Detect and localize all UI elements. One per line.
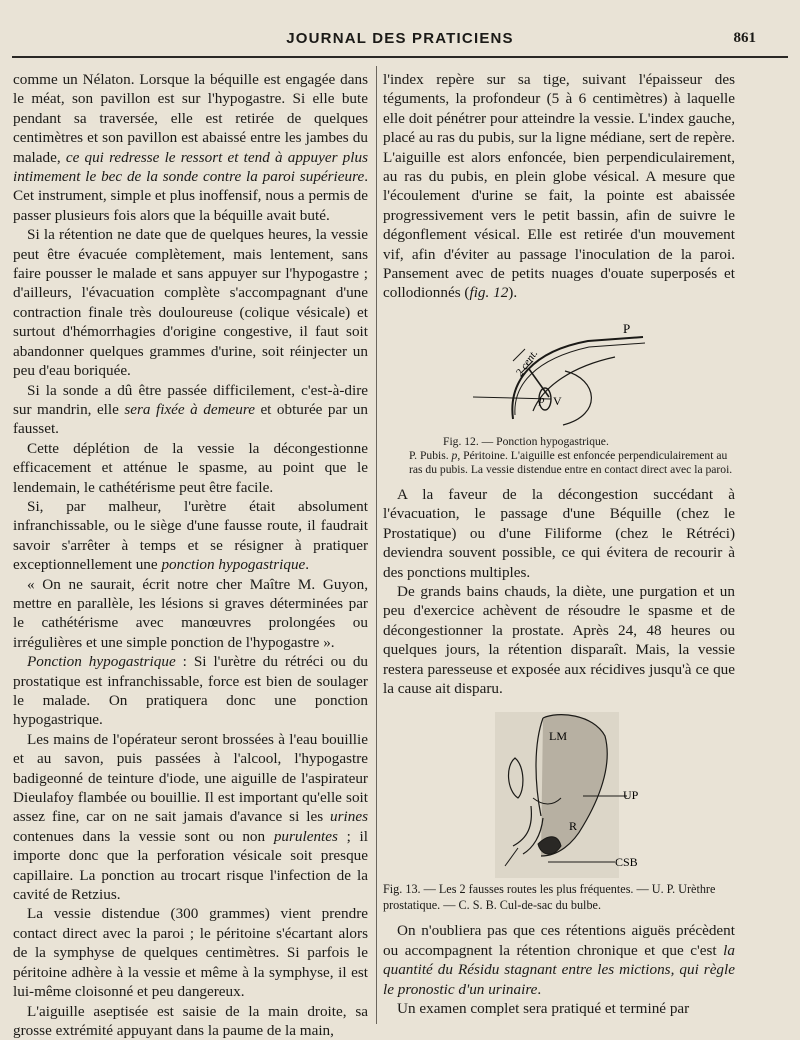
- paragraph: comme un Nélaton. Lorsque la béquille est engagée dans le méat, son pavillon est sur l'hypogastre. Si elle bute pendant sa traversée, elle est retirée de quelques centimètres et son pavillon est abaissé entre les jambes du malade, ce qui redresse le ressort et tend à appuyer plus intimement le bec de la sonde contre la paroi supérieure. Cet instrument, simple et plus inoffensif, nous a permis de passer plusieurs fois alors que la béquille avait buté.: [13, 70, 368, 225]
- paragraph: Si la rétention ne date que de quelques heures, la vessie peut être évacuée complètement, mais lentement, sans faire pousser le malade et sans appuyer sur l'hypogastre ; d'ailleurs, l'évacuation complète s'accompagnant d'une contraction finale très douloureuse (colique vésicale) et surtout d'hémorrhagies d'origine congestive, il faut soit abandonner quelques grammes d'urine, soit réinjecter un peu d'eau boriquée.: [13, 225, 368, 380]
- paragraph: A la faveur de la décongestion succédant à l'évacuation, le passage d'une Béquille (chez le Prostatique) ou d'une Filiforme (chez le Rétréci) deviendra souvent possible, ce qui évitera de recourir à des ponctions multiples.: [383, 485, 735, 582]
- label-up: UP: [623, 788, 639, 802]
- column-divider: [376, 66, 377, 1024]
- label-r: R: [569, 819, 577, 833]
- paragraph: l'index repère sur sa tige, suivant l'épaisseur des téguments, la profondeur (5 à 6 centimètres) à laquelle elle doit pénétrer pour atteindre la vessie. L'index gauche, placé au ras du pubis, sur la ligne médiane, sert de repère. L'aiguille est alors enfoncée, bien perpendiculairement, au ras du pubis, en plein globe vésical. A mesure que l'écoulement d'urine se fait, la pointe est abaissée progressivement vers le petit bassin, afin de suivre le dégonflement vésical. Elle est retirée d'un mouvement vif, afin d'éviter au passage l'inoculation de la paroi. Pansement avec de petits nuages d'ouate superposés et collodionnés (fig. 12).: [383, 70, 735, 303]
- paragraph: L'aiguille aseptisée est saisie de la main droite, sa grosse extrémité appuyant dans la paume de la main,: [13, 1002, 368, 1040]
- label-pubis: P: [623, 321, 630, 336]
- figure-13-caption: Fig. 13. — Les 2 fausses routes les plus fréquentes. — U. P. Urèthre prostatique. — C. S. B. Cul-de-sac du bulbe.: [383, 882, 735, 913]
- label-depth: 2 cent.: [514, 348, 541, 379]
- label-lm: LM: [549, 729, 567, 743]
- paragraph: De grands bains chauds, la diète, une purgation et un peu d'exercice achèvent de résoudre le spasme et de décongestionner la prostate. Après 24, 48 heures ou quelques jours, la rétention disparaît. Mais, la vessie restera paresseuse et exposée aux récidives jusqu'à ce que la cause ait disparu.: [383, 582, 735, 698]
- figure-12-legend: P. Pubis. p, Péritoine. L'aiguille est enfoncée perpendiculairement au ras du pubis. La vessie distendue entre en contact direct avec la paroi.: [383, 449, 735, 477]
- figure-12: [383, 311, 735, 477]
- paragraph: Si la sonde a dû être passée difficilement, c'est-à-dire sur mandrin, elle sera fixée à demeure et obturée par un fausset.: [13, 381, 368, 439]
- page-number: 861: [734, 30, 757, 47]
- journal-title: JOURNAL DES PRATICIENS: [14, 30, 786, 47]
- right-column: [383, 70, 735, 1018]
- paragraph: Si, par malheur, l'urètre était absolument infranchissable, ou le siège d'une fausse route, il faudrait savoir s'arrêter à temps et se résigner à pratiquer exceptionnellement une ponction hypogastrique.: [13, 497, 368, 575]
- paragraph: Cette déplétion de la vessie la décongestionne efficacement et atténue le spasme, au point que le lendemain, le cathétérisme peut être facile.: [13, 439, 368, 497]
- page-header: [14, 30, 786, 54]
- false-routes-illustration: [383, 706, 735, 878]
- paragraph: Les mains de l'opérateur seront brossées à l'eau bouillie et au savon, puis passées à l'alcool, l'hypogastre badigeonné de teinture d'iode, une aiguille de l'aspirateur Dieulafoy flambée ou bouillie. Il est important qu'elle soit assez fine, car on ne sait jamais d'avance si les urines contenues dans la vessie sont ou non purulentes ; il importe donc que la perforation vésicale soit presque capillaire. La ponction au trocart risque l'infection de la cavité de Retzius.: [13, 730, 368, 905]
- label-csb: CSB: [615, 855, 638, 869]
- hypogastric-puncture-illustration: [383, 311, 735, 431]
- figure-12-title: Fig. 12. — Ponction hypogastrique.: [383, 435, 735, 449]
- label-vessie: V: [553, 394, 562, 408]
- header-rule: [12, 56, 788, 58]
- figure-12-caption: [383, 435, 735, 477]
- figure-13: [383, 706, 735, 913]
- left-column: [13, 70, 368, 1040]
- quote-paragraph: « On ne saurait, écrit notre cher Maître M. Guyon, mettre en parallèle, les lésions si graves déterminées par le cathétérisme avec manœuvres prolongées ou irrégulières et une simple ponction de l'hypogastre ».: [13, 575, 368, 653]
- paragraph: Ponction hypogastrique : Si l'urètre du rétréci ou du prostatique est infranchissable, force est bien de soulager le malade. On pratiquera donc une ponction hypogastrique.: [13, 652, 368, 730]
- paragraph: On n'oubliera pas que ces rétentions aiguës précèdent ou accompagnent la rétention chronique et que c'est la quantité du Résidu stagnant entre les mictions, qui règle le pronostic d'un urinaire.: [383, 921, 735, 999]
- label-peritoine: p: [538, 394, 545, 406]
- paragraph: La vessie distendue (300 grammes) vient prendre contact direct avec la paroi ; le péritoine s'écartant alors de la symphyse de quelques centimètres. Si parfois le péritoine adhère à la vessie et même à la symphyse, il est lui-même cloisonné et peu dangereux.: [13, 904, 368, 1001]
- paragraph: Un examen complet sera pratiqué et terminé par: [383, 999, 735, 1018]
